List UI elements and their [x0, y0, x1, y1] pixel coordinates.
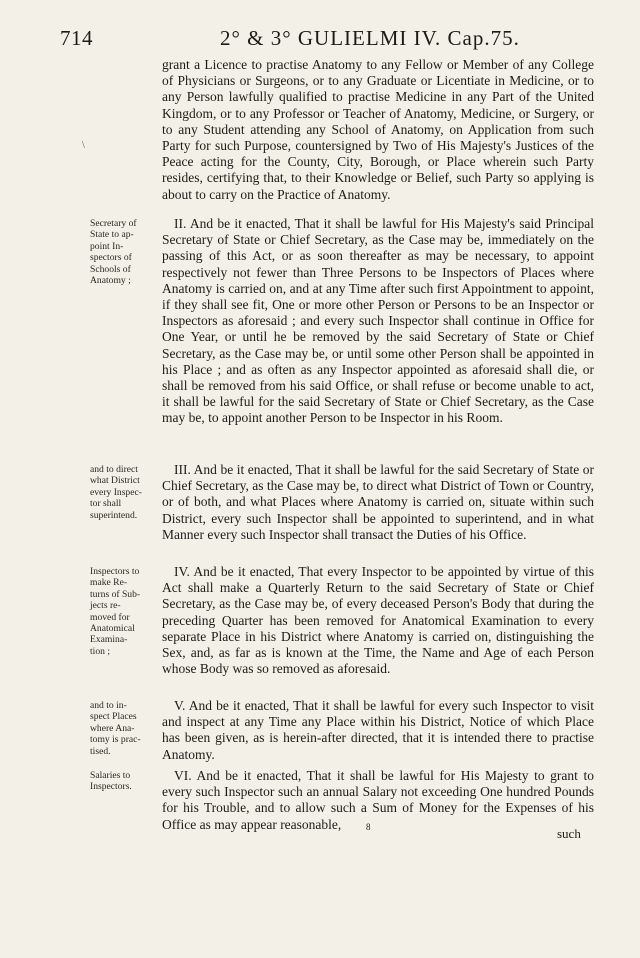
section-5 [162, 698, 594, 763]
margin-note-line: every Inspec- [90, 486, 142, 498]
catchword: such [557, 826, 581, 841]
paragraph-text: IV. And be it enacted, That every Inspector to be appointed by virtue of this Act shall make a Quarterly Return to the said Secretary of State or Chief Secretary, as the Case may be, of every deceased Person's Body that during the preceding Quarter has been removed for Anatomical Examination to every separate Place in his District where Anatomy is carried on, distinguishing the Sex, and, as far as is known at the Time, the Name and Age of each Person whose Body was so removed as aforesaid. [162, 564, 594, 677]
paragraph-text: VI. And be it enacted, That it shall be lawful for His Majesty to grant to every such Inspector such an annual Salary not exceeding One hundred Pounds for his Trouble, and to allow such a Sum of Money for the Expenses of his Office as may appear reasonable, [162, 768, 594, 832]
margin-note-line: Salaries to [90, 770, 131, 781]
margin-note-line: spectors of [90, 252, 132, 264]
paragraph-text: II. And be it enacted, That it shall be lawful for His Majesty's said Principal Secretary of State or Chief Secretary, as the Case may be, immediately on the passing of this Act, or as soon thereafter as may be necessary, to appoint respectively not fewer than Three Persons to be Inspectors of Places where Anatomy is carried on, and at any Time after such first Appointment to appoint, if they shall see fit, One or more other Person or Persons to be an Inspector or Inspectors as aforesaid ; and every such Inspector shall continue in Office for One Year, or until he be removed by the said Secretary of State or Chief Secretary, as the Case may be, or until some other Person shall be appointed in his Place ; and as often as any Inspector appointed as aforesaid shall die, or shall be removed from his said Office, or shall refuse or become unable to act, it shall be lawful for the said Secretary of State or Chief Secretary, as the Case may be, to appoint another Person to be Inspector in his Room. [162, 216, 594, 426]
margin-note-line: Inspectors. [90, 781, 132, 793]
margin-note-line: and to direct [90, 464, 138, 475]
continuation-paragraph [162, 57, 594, 203]
margin-note-line: spect Places [90, 711, 137, 723]
margin-note-section-4 [90, 566, 158, 657]
margin-note-line: Anatomy ; [90, 275, 131, 287]
margin-note-line: tomy is prac- [90, 734, 141, 746]
margin-note-section-5 [90, 700, 158, 757]
section-4 [162, 564, 594, 677]
margin-note-line: Schools of [90, 263, 131, 275]
margin-note-line: make Re- [90, 577, 128, 589]
margin-note-line: tised. [90, 745, 111, 757]
margin-note-line: Inspectors to [90, 566, 140, 577]
margin-note-line: State to ap- [90, 229, 134, 241]
paragraph-text: III. And be it enacted, That it shall be lawful for the said Secretary of State or Chief Secretary, as the Case may be, to direct what District of Town or Country, or of both, and what Places where Anatomy is carried on, situate within such District, every such Inspector shall be appointed to superintend, and in what Manner every such Inspector shall transact the Duties of his Office. [162, 462, 594, 542]
margin-note-line: superintend. [90, 509, 138, 521]
margin-note-line: turns of Sub- [90, 588, 141, 600]
signature-mark: 8 [366, 822, 371, 832]
section-3 [162, 462, 594, 543]
paragraph-text: V. And be it enacted, That it shall be lawful for every such Inspector to visit and inspect at any Time any Place within his District, Notice of which Place has been given, as is herein-after directed, that it is intended there to practise Anatomy. [162, 698, 594, 762]
margin-note-line: tor shall [90, 498, 122, 510]
margin-note-line: Secretary of [90, 218, 137, 229]
margin-note-line: Anatomical [90, 623, 135, 635]
stray-mark: \ [82, 140, 85, 151]
running-title: 2° & 3° GULIELMI IV. Cap.75. [220, 26, 520, 50]
margin-note-line: where Ana- [90, 722, 135, 734]
paragraph-text: grant a Licence to practise Anatomy to any Fellow or Member of any College of Physicians or Surgeons, or to any Graduate or Licentiate in Medicine, or to any Person lawfully qualified to practise Medicine in any Part of the United Kingdom, or to any Professor or Teacher of Anatomy, Medicine, or Surgery, or to any Student attending any School of Anatomy, on Application from such Party for such Purpose, countersigned by Two of His Majesty's Justices of the Peace acting for the County, City, Borough, or Place wherein such Party resides, certifying that, to their Knowledge or Belief, such Party so applying is about to carry on the Practice of Anatomy. [162, 57, 594, 202]
margin-note-section-2 [90, 218, 158, 286]
margin-note-section-6 [90, 770, 158, 793]
margin-note-line: Examina- [90, 634, 128, 646]
margin-note-line: what District [90, 475, 140, 487]
page-number: 714 [60, 26, 93, 50]
margin-note-line: moved for [90, 611, 130, 623]
page-header [60, 26, 580, 50]
section-2 [162, 216, 594, 427]
margin-note-line: point In- [90, 240, 124, 252]
margin-note-line: jects re- [90, 600, 121, 612]
margin-note-line: and to in- [90, 700, 127, 711]
section-6 [162, 768, 594, 833]
margin-note-section-3 [90, 464, 158, 521]
margin-note-line: tion ; [90, 645, 110, 657]
